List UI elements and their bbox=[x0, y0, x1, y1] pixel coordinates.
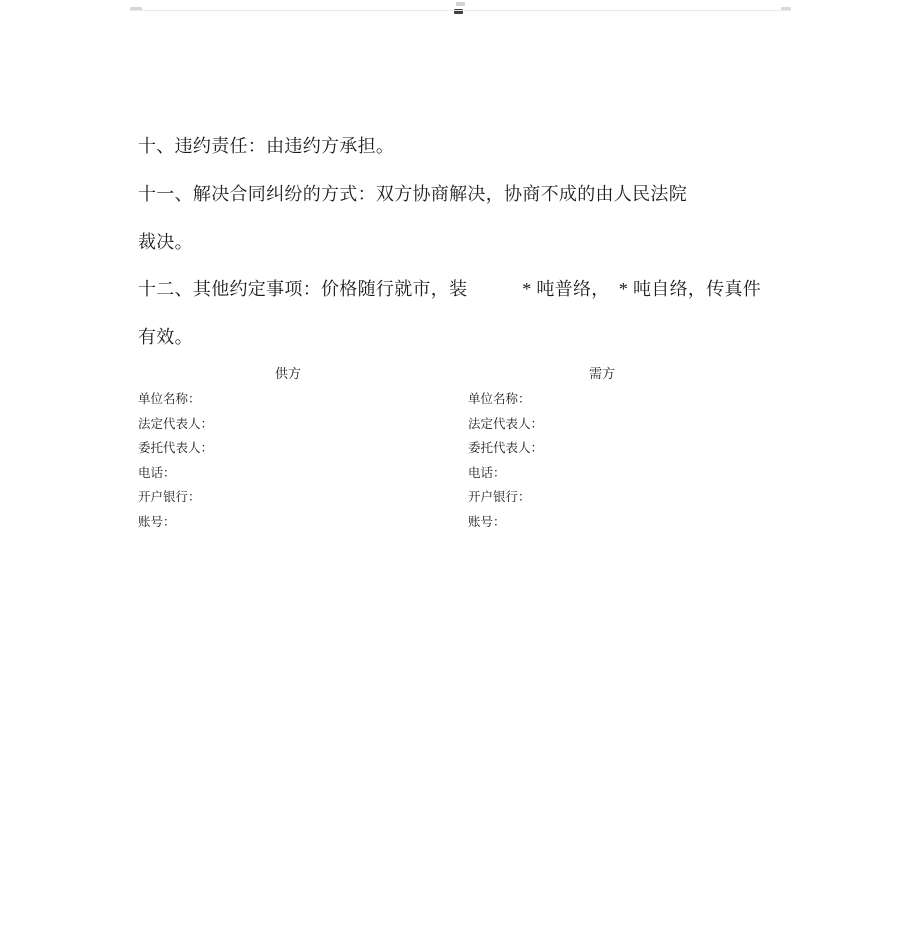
contract-clause-line: 十、违约责任：由违约方承担。 bbox=[138, 136, 395, 156]
buyer-field-label: 法定代表人： bbox=[468, 416, 544, 431]
buyer-field-label: 账号： bbox=[468, 515, 506, 529]
supplier-field-label: 账号： bbox=[138, 515, 176, 529]
supplier-field-label: 法定代表人： bbox=[138, 416, 214, 431]
contract-clause-line: 有效。 bbox=[138, 327, 193, 348]
buyer-field-label: 单位名称： bbox=[468, 392, 531, 406]
cutoff-text-remnant-center-top bbox=[456, 2, 465, 6]
supplier-field-label: 委托代表人： bbox=[138, 441, 214, 456]
supplier-field-label: 开户银行： bbox=[138, 490, 201, 505]
buyer-title: 需方 bbox=[589, 366, 616, 381]
supplier-title: 供方 bbox=[275, 366, 302, 381]
supplier-field-label: 电话： bbox=[138, 465, 176, 480]
buyer-field-label: 电话： bbox=[468, 465, 506, 480]
page-boundary-line bbox=[130, 10, 791, 11]
supplier-field-label: 单位名称： bbox=[138, 392, 201, 406]
contract-clause-line: 十一、解决合同纠纷的方式：双方协商解决，协商不成的由人民法院 bbox=[138, 183, 687, 204]
contract-clause-line: 十二、其他约定事项：价格随行就市，装 * 吨普络， * 吨自络，传真件 bbox=[138, 279, 762, 300]
buyer-field-label: 委托代表人： bbox=[468, 441, 544, 456]
previous-page-edge bbox=[0, 0, 920, 14]
contract-clause-line: 裁决。 bbox=[138, 231, 193, 252]
buyer-field-label: 开户银行： bbox=[468, 490, 531, 505]
